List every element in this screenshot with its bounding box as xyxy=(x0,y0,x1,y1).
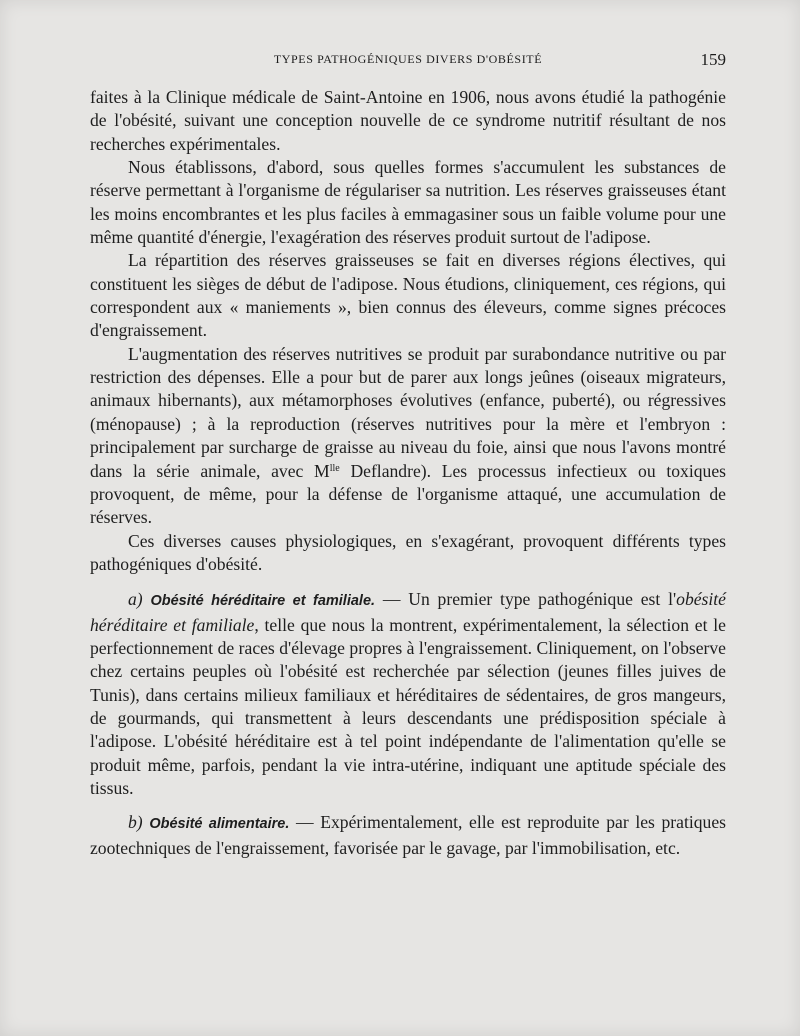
section-a-heading: Obésité héréditaire et familiale. xyxy=(150,593,376,610)
paragraph-augmentation-text-end: Deflandre). Les processus infectieux ou toxiques provoquent, de même, pour la défense de l'organisme attaqué, une accumulation de réserves. xyxy=(90,460,726,528)
paragraph-repartition: La répartition des réserves graisseuses se fait en diverses régions électives, qui constituent les sièges de début de l'adipose. Nous étudions, cliniquement, ces régions, qui correspondent aux « maniements », bien connus des éleveurs, comme signes précoces d'engraissement. xyxy=(90,250,726,341)
section-a-lead: — Un premier type pathogénique est l' xyxy=(375,589,677,610)
running-head xyxy=(90,50,726,70)
running-title: TYPES PATHOGÉNIQUES DIVERS D'OBÉSITÉ xyxy=(273,52,543,66)
section-b-heading: Obésité alimentaire. xyxy=(149,816,290,833)
mademoiselle-superscript: lle xyxy=(329,462,340,474)
section-b-alimentaire xyxy=(90,811,726,860)
section-a-text: , telle que nous la montrent, expérimentalement, la sélection et le perfectionnement de races d'élevage propres à l'engraissement. Cliniquement, on l'observe chez certains peuples où l'obésité est recherchée par sélection (jeunes filles juives de Tunis), dans certains milieux familiaux et héréditaires de sédentaires, de gros mangeurs, de gourmands, qui transmettent à leurs descendants une prédisposition spéciale à l'adipose. L'obésité héréditaire est à tel point indépendante de l'alimentation qu'elle se produit même, parfois, pendant la vie intra-utérine, indiquant une aptitude spéciale des tissus. xyxy=(90,614,726,798)
section-a-label: a) xyxy=(128,589,143,610)
paragraph-augmentation-text: L'augmentation des réserves nutritives se produit par surabondance nutritive ou par restriction des dépenses. Elle a pour but de parer aux longs jeûnes (oiseaux migrateurs, animaux hibernants), aux métamorphoses évolutives (enfance, puberté), ou régressives (ménopause) ; à la reproduction (réserves nutritives pour la mère et l'embryon : principalement par surcharge de graisse au niveau du foie, ainsi que nous l'avons montré dans la série animale, avec M xyxy=(90,343,726,481)
paragraph-reserves: Nous établissons, d'abord, sous quelles formes s'accumulent les substances de réserve permettant à l'organisme de régulariser sa nutrition. Les réserves graisseuses étant les moins encombrantes et les plus faciles à emmagasiner sous un faible volume pour une même quantité d'énergie, l'exagération des réserves produit surtout de l'adipose. xyxy=(90,157,726,248)
section-b-label: b) xyxy=(128,812,143,833)
body-text xyxy=(90,86,726,860)
section-a-emphasis: obésité héréditaire et familiale xyxy=(90,589,726,635)
section-a-hereditaire xyxy=(90,588,726,800)
paragraph-continued: faites à la Clinique médicale de Saint-Antoine en 1906, nous avons étudié la pathogénie de l'obésité, suivant une conception nouvelle de ce syndrome nutritif résultant de nos recherches expérimentales. xyxy=(90,87,726,154)
page-number: 159 xyxy=(700,50,726,69)
section-b-text: — Expérimentalement, elle est reproduite par les pratiques zootechniques de l'engraissement, favorisée par le gavage, par l'immobilisation, etc. xyxy=(90,812,727,858)
paragraph-causes: Ces diverses causes physiologiques, en s'exagérant, provoquent différents types pathogéniques d'obésité. xyxy=(90,530,726,574)
paragraph-augmentation xyxy=(90,343,726,530)
